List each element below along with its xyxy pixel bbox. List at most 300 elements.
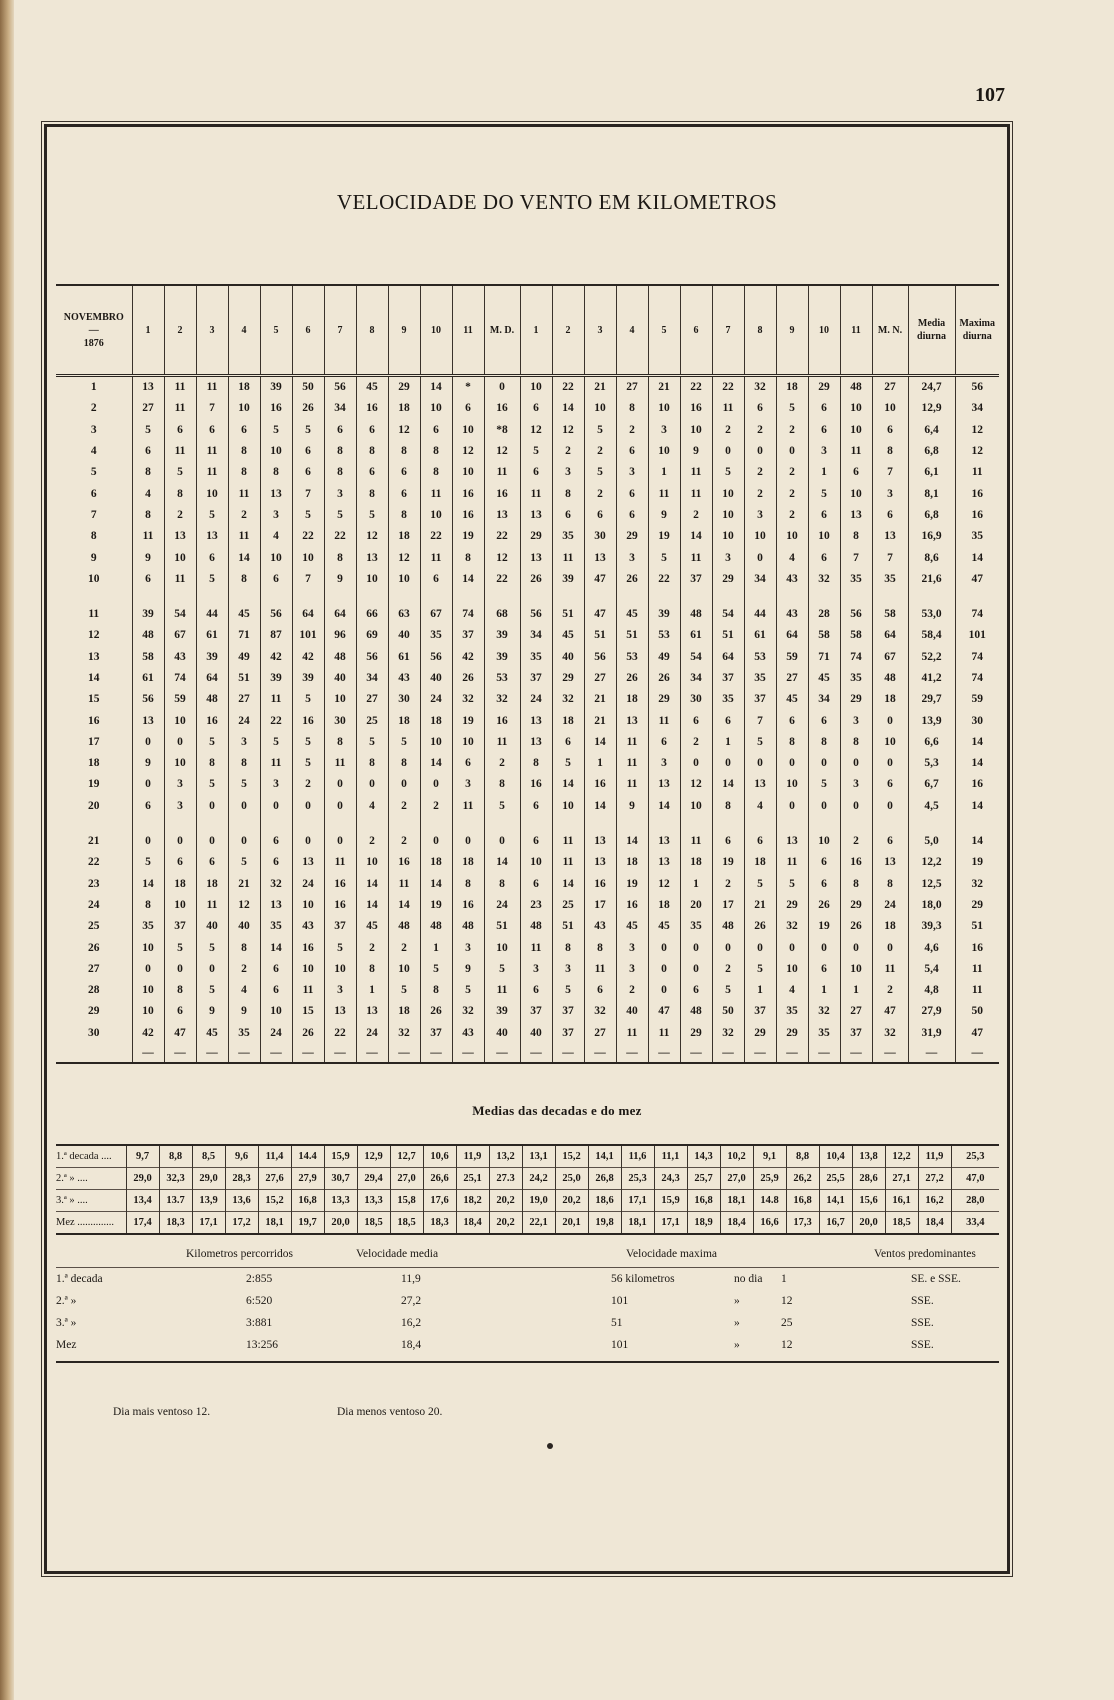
value-cell: 0: [776, 441, 808, 462]
value-cell: 13: [260, 483, 292, 504]
value-cell: 0: [324, 796, 356, 817]
value-cell: 18: [388, 710, 420, 731]
value-cell: 40: [388, 625, 420, 646]
value-cell: 48: [520, 916, 552, 937]
gap-cell: [744, 590, 776, 604]
ventos-value: SSE.: [911, 1295, 934, 1307]
value-cell: 8: [228, 937, 260, 958]
value-cell: 6: [808, 505, 840, 526]
value-cell: 5: [260, 420, 292, 441]
value-cell: 0: [808, 753, 840, 774]
means-value: 10,4: [819, 1145, 852, 1168]
dia-value: 12: [781, 1295, 793, 1307]
hour-header: 3: [584, 285, 616, 376]
value-cell: 18: [872, 689, 908, 710]
value-cell: 16: [484, 710, 520, 731]
value-cell: 32: [808, 569, 840, 590]
value-cell: 2: [356, 937, 388, 958]
day-cell: 24: [88, 898, 100, 911]
value-cell: 24: [356, 1023, 388, 1044]
value-cell: 0: [648, 959, 680, 980]
value-cell: 10: [292, 895, 324, 916]
gap-cell: [388, 817, 420, 831]
value-cell: 14: [484, 852, 520, 873]
value-cell: 14: [420, 753, 452, 774]
value-cell: 0: [196, 796, 228, 817]
value-cell: 13: [520, 710, 552, 731]
value-cell: 21: [228, 874, 260, 895]
value-cell: 3: [552, 462, 584, 483]
value-cell: 58: [808, 625, 840, 646]
value-cell: 45: [808, 668, 840, 689]
value-cell: 22: [420, 526, 452, 547]
value-cell: 45: [228, 604, 260, 625]
value-cell: 0: [420, 831, 452, 852]
value-cell: 10: [356, 569, 388, 590]
value-cell: 53: [648, 625, 680, 646]
day-cell: 9: [90, 551, 97, 564]
means-value: 8,5: [192, 1145, 225, 1168]
dash-cell: —: [712, 1044, 744, 1063]
value-cell: 19: [712, 852, 744, 873]
value-cell: 74: [955, 668, 999, 689]
value-cell: 11: [552, 831, 584, 852]
value-cell: 0: [680, 937, 712, 958]
value-cell: 0: [776, 937, 808, 958]
value-cell: 7: [292, 569, 324, 590]
value-cell: 56: [356, 647, 388, 668]
means-value: 25,7: [687, 1168, 720, 1190]
value-cell: 6: [616, 483, 648, 504]
value-cell: 5: [196, 937, 228, 958]
value-cell: 0: [132, 831, 164, 852]
value-cell: 10: [712, 505, 744, 526]
dash-cell: —: [196, 1044, 228, 1063]
value-cell: 6: [552, 732, 584, 753]
table-row: [56, 895, 999, 916]
value-cell: 48: [680, 604, 712, 625]
value-cell: 18: [680, 852, 712, 873]
means-value: 28,6: [852, 1168, 885, 1190]
value-cell: 49: [648, 647, 680, 668]
value-cell: 11: [955, 980, 999, 1001]
value-cell: 0: [808, 796, 840, 817]
value-cell: 14: [356, 895, 388, 916]
means-value: 22,1: [522, 1212, 555, 1235]
value-cell: 5: [584, 462, 616, 483]
value-cell: 37: [840, 1023, 872, 1044]
value-cell: 26: [808, 895, 840, 916]
value-cell: 51: [552, 916, 584, 937]
means-value: 27.3: [489, 1168, 522, 1190]
value-cell: 10: [452, 732, 484, 753]
value-cell: 3: [712, 547, 744, 568]
dash-cell: —: [584, 1044, 616, 1063]
value-cell: 45: [776, 689, 808, 710]
summary-row: [56, 1268, 999, 1290]
summary-label: 1.ª decada: [56, 1273, 103, 1285]
value-cell: 29: [776, 1023, 808, 1044]
value-cell: 16: [840, 852, 872, 873]
value-cell: 12: [452, 441, 484, 462]
value-cell: 74: [955, 604, 999, 625]
value-cell: 48: [132, 625, 164, 646]
means-value: 18,3: [423, 1212, 456, 1235]
gap-cell: [616, 590, 648, 604]
value-cell: 2: [292, 774, 324, 795]
value-cell: 14: [955, 753, 999, 774]
gap-cell: [776, 590, 808, 604]
value-cell: 39: [292, 668, 324, 689]
value-cell: 2: [680, 732, 712, 753]
value-cell: 48: [196, 689, 228, 710]
value-cell: 12,9: [908, 398, 955, 419]
gap-cell: [584, 817, 616, 831]
value-cell: 3: [616, 547, 648, 568]
summary-row: [56, 1290, 999, 1312]
value-cell: 10: [584, 398, 616, 419]
means-value: 27,9: [291, 1168, 324, 1190]
value-cell: 8: [324, 732, 356, 753]
value-cell: 6: [808, 398, 840, 419]
value-cell: 13: [648, 852, 680, 873]
value-cell: 35: [680, 916, 712, 937]
value-cell: 25: [356, 710, 388, 731]
gap-cell: [292, 590, 324, 604]
value-cell: 5: [324, 505, 356, 526]
value-cell: 11: [552, 547, 584, 568]
value-cell: 18: [776, 376, 808, 399]
km-value: 3:881: [246, 1317, 273, 1329]
value-cell: 27: [228, 689, 260, 710]
value-cell: 6: [520, 462, 552, 483]
value-cell: 11: [484, 980, 520, 1001]
value-cell: 32: [452, 689, 484, 710]
value-cell: 10: [840, 959, 872, 980]
value-cell: 11: [196, 895, 228, 916]
value-cell: 8: [196, 753, 228, 774]
value-cell: 10: [808, 526, 840, 547]
value-cell: 12: [648, 874, 680, 895]
value-cell: 1: [648, 462, 680, 483]
value-cell: 42: [260, 647, 292, 668]
ventos-value: SSE.: [911, 1339, 934, 1351]
value-cell: 6: [196, 547, 228, 568]
value-cell: 0: [420, 774, 452, 795]
value-cell: 45: [648, 916, 680, 937]
table-row: [56, 774, 999, 795]
value-cell: 48: [680, 1001, 712, 1022]
value-cell: 2: [776, 483, 808, 504]
hour-header: 5: [260, 285, 292, 376]
means-value: 8,8: [786, 1145, 819, 1168]
means-value: 27,0: [720, 1168, 753, 1190]
value-cell: 8: [324, 441, 356, 462]
value-cell: 54: [680, 647, 712, 668]
km-value: 2:855: [246, 1273, 273, 1285]
means-value: 13,3: [357, 1190, 390, 1212]
value-cell: 40: [484, 1023, 520, 1044]
value-cell: 56: [132, 689, 164, 710]
maxima-value: 101: [611, 1295, 629, 1307]
value-cell: 9: [132, 753, 164, 774]
value-cell: 6: [420, 569, 452, 590]
value-cell: 4: [132, 483, 164, 504]
value-cell: 8: [132, 505, 164, 526]
value-cell: 35: [872, 569, 908, 590]
means-value: 17,4: [126, 1212, 159, 1235]
value-cell: 5: [292, 732, 324, 753]
value-cell: 16: [292, 710, 324, 731]
value-cell: 11: [616, 774, 648, 795]
value-cell: 48: [388, 916, 420, 937]
value-cell: 29: [744, 1023, 776, 1044]
value-cell: 27: [356, 689, 388, 710]
value-cell: 13: [616, 710, 648, 731]
value-cell: 40: [616, 1001, 648, 1022]
value-cell: 6: [680, 980, 712, 1001]
table-row: [56, 710, 999, 731]
value-cell: 5: [196, 980, 228, 1001]
value-cell: 13: [584, 831, 616, 852]
value-cell: 14: [955, 732, 999, 753]
value-cell: 35: [955, 526, 999, 547]
value-cell: 11: [955, 959, 999, 980]
gap-cell: [776, 817, 808, 831]
value-cell: 32: [776, 916, 808, 937]
value-cell: 29: [712, 569, 744, 590]
value-cell: 0: [484, 376, 520, 399]
hour-header: 10: [420, 285, 452, 376]
midday-header: M. D.: [484, 285, 520, 376]
value-cell: 14: [552, 874, 584, 895]
means-row: [56, 1168, 999, 1190]
value-cell: 2: [776, 505, 808, 526]
value-cell: 5: [228, 852, 260, 873]
means-value: 14.8: [753, 1190, 786, 1212]
value-cell: 5: [648, 547, 680, 568]
value-cell: 19: [955, 852, 999, 873]
value-cell: 37: [520, 1001, 552, 1022]
means-value: 18,4: [456, 1212, 489, 1235]
value-cell: 10: [872, 398, 908, 419]
value-cell: 16: [520, 774, 552, 795]
dash-cell: —: [484, 1044, 520, 1063]
value-cell: 19: [808, 916, 840, 937]
day-cell: 13: [88, 650, 100, 663]
value-cell: 40: [228, 916, 260, 937]
value-cell: 18: [616, 852, 648, 873]
value-cell: 0: [872, 710, 908, 731]
gap-cell: [808, 590, 840, 604]
value-cell: 5: [324, 937, 356, 958]
value-cell: 61: [388, 647, 420, 668]
value-cell: 41,2: [908, 668, 955, 689]
value-cell: 2: [712, 420, 744, 441]
value-cell: 5: [132, 852, 164, 873]
gap-cell: [744, 817, 776, 831]
value-cell: 6,1: [908, 462, 955, 483]
value-cell: 6: [520, 831, 552, 852]
value-cell: 56: [420, 647, 452, 668]
value-cell: 10: [776, 959, 808, 980]
value-cell: 14: [228, 547, 260, 568]
maxima-label: Maxima: [959, 318, 996, 329]
value-cell: 71: [808, 647, 840, 668]
gap-cell: [840, 817, 872, 831]
value-cell: 3: [164, 796, 196, 817]
value-cell: 43: [776, 604, 808, 625]
value-cell: 8: [712, 796, 744, 817]
dash-cell: —: [908, 1044, 955, 1063]
value-cell: 16: [584, 774, 616, 795]
dia-value: 12: [781, 1339, 793, 1351]
value-cell: 5: [712, 462, 744, 483]
value-cell: 34: [356, 668, 388, 689]
value-cell: 24: [292, 874, 324, 895]
summary-label: 2.ª »: [56, 1295, 77, 1307]
value-cell: 11: [520, 483, 552, 504]
value-cell: 51: [228, 668, 260, 689]
value-cell: 21: [584, 689, 616, 710]
means-row: [56, 1212, 999, 1235]
value-cell: 10: [840, 398, 872, 419]
value-cell: 6: [132, 441, 164, 462]
value-cell: 27: [616, 376, 648, 399]
value-cell: 14: [132, 874, 164, 895]
value-cell: 3: [452, 774, 484, 795]
value-cell: 3: [260, 774, 292, 795]
value-cell: 64: [712, 647, 744, 668]
value-cell: 5: [356, 505, 388, 526]
value-cell: 0: [196, 959, 228, 980]
means-value: 25,3: [621, 1168, 654, 1190]
hour-header: 7: [712, 285, 744, 376]
value-cell: 2: [616, 980, 648, 1001]
value-cell: 2: [552, 441, 584, 462]
value-cell: 13: [744, 774, 776, 795]
value-cell: 21: [584, 376, 616, 399]
value-cell: 32: [712, 1023, 744, 1044]
table-row: [56, 937, 999, 958]
value-cell: 10: [132, 980, 164, 1001]
value-cell: 67: [164, 625, 196, 646]
value-cell: 61: [744, 625, 776, 646]
value-cell: 61: [680, 625, 712, 646]
value-cell: 7: [840, 547, 872, 568]
value-cell: 21: [584, 710, 616, 731]
value-cell: 6: [808, 852, 840, 873]
value-cell: 22: [260, 710, 292, 731]
value-cell: 11: [484, 732, 520, 753]
value-cell: 42: [452, 647, 484, 668]
table-row: [56, 441, 999, 462]
value-cell: *: [452, 376, 484, 399]
value-cell: 0: [872, 753, 908, 774]
means-value: 18,9: [687, 1212, 720, 1235]
value-cell: 27: [776, 668, 808, 689]
value-cell: 26: [840, 916, 872, 937]
value-cell: 6: [388, 483, 420, 504]
hour-header: 11: [452, 285, 484, 376]
value-cell: 5: [808, 483, 840, 504]
day-cell: 12: [88, 629, 100, 642]
means-value: 11,1: [654, 1145, 687, 1168]
value-cell: 50: [955, 1001, 999, 1022]
value-cell: 2: [712, 959, 744, 980]
value-cell: 35: [132, 916, 164, 937]
value-cell: 10: [420, 732, 452, 753]
means-value: 20,2: [555, 1190, 588, 1212]
value-cell: 10: [520, 852, 552, 873]
value-cell: 11: [584, 959, 616, 980]
gap-cell: [196, 817, 228, 831]
means-value: 17,1: [621, 1190, 654, 1212]
value-cell: 43: [452, 1023, 484, 1044]
value-cell: 4: [356, 796, 388, 817]
value-cell: 58: [840, 625, 872, 646]
value-cell: 8: [356, 959, 388, 980]
value-cell: 6: [420, 420, 452, 441]
value-cell: 48: [712, 916, 744, 937]
value-cell: 2: [388, 796, 420, 817]
value-cell: 11: [680, 462, 712, 483]
value-cell: 10: [292, 547, 324, 568]
value-cell: 45: [356, 376, 388, 399]
value-cell: 51: [712, 625, 744, 646]
value-cell: 8: [324, 462, 356, 483]
value-cell: 18,0: [908, 895, 955, 916]
table-row: [56, 462, 999, 483]
gap-cell: [164, 590, 196, 604]
value-cell: 2: [164, 505, 196, 526]
value-cell: 0: [648, 937, 680, 958]
means-label: 3.ª » ....: [56, 1190, 126, 1212]
value-cell: 4: [776, 547, 808, 568]
value-cell: 5: [164, 462, 196, 483]
value-cell: 34: [680, 668, 712, 689]
value-cell: 3: [324, 483, 356, 504]
value-cell: 34: [744, 569, 776, 590]
value-cell: 56: [520, 604, 552, 625]
day-cell: 15: [88, 693, 100, 706]
table-header-row: [56, 285, 999, 376]
value-cell: 2: [388, 937, 420, 958]
table-row: [56, 668, 999, 689]
value-cell: 67: [420, 604, 452, 625]
gap-cell: [420, 817, 452, 831]
value-cell: 4: [776, 980, 808, 1001]
value-cell: 30: [324, 710, 356, 731]
day-cell: 21: [88, 835, 100, 848]
table-row: [56, 980, 999, 1001]
value-cell: 4,6: [908, 937, 955, 958]
value-cell: 6: [520, 980, 552, 1001]
maxima-diurna-header: [955, 285, 999, 376]
value-cell: 16: [484, 483, 520, 504]
value-cell: 11: [712, 398, 744, 419]
value-cell: 8: [872, 874, 908, 895]
value-cell: 29: [552, 668, 584, 689]
value-cell: 30: [955, 710, 999, 731]
value-cell: 6: [260, 831, 292, 852]
value-cell: 11: [292, 980, 324, 1001]
value-cell: 2: [228, 505, 260, 526]
value-cell: 9: [680, 441, 712, 462]
value-cell: 6: [712, 710, 744, 731]
value-cell: 5,0: [908, 831, 955, 852]
value-cell: 64: [324, 604, 356, 625]
